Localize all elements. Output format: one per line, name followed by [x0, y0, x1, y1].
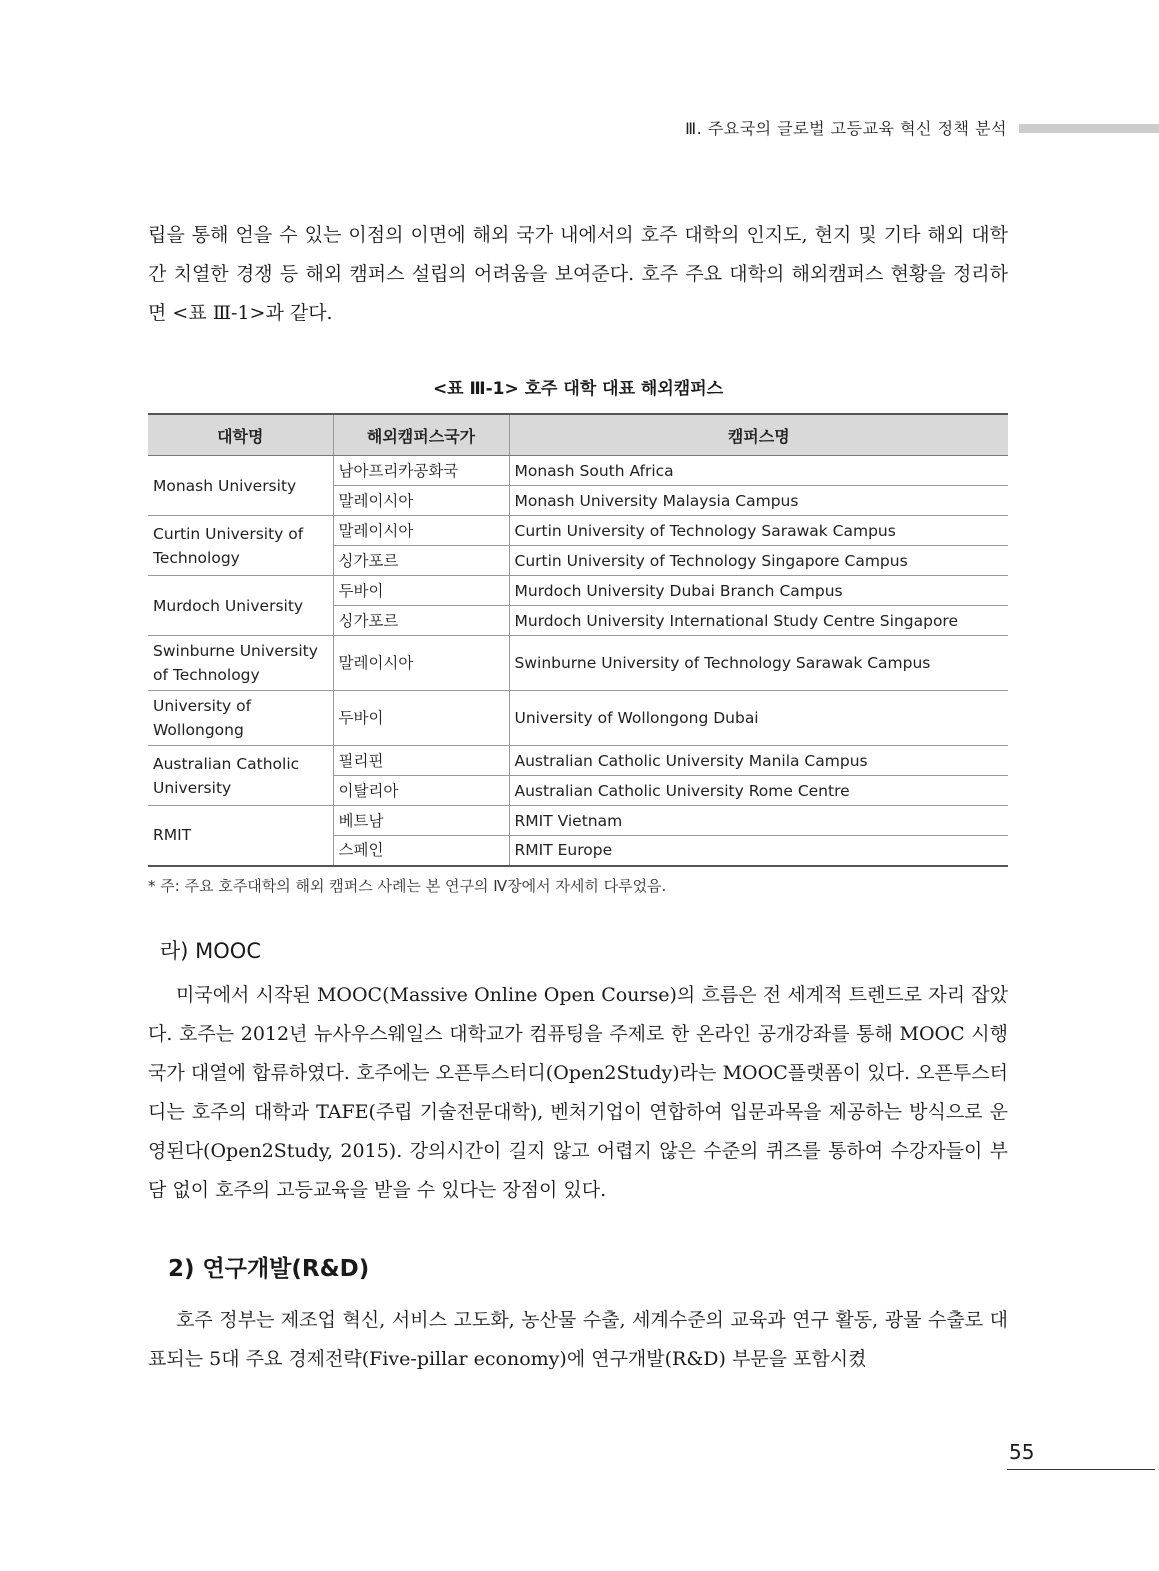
rnd-paragraph: 호주 정부는 제조업 혁신, 서비스 고도화, 농산물 수출, 세계수준의 교육과 연구 활동, 광물 수출로 대표되는 5대 주요 경제전략(Five-pillar economy)에 연구개발(R&D) 부문을 포함시켰 — [148, 1309, 1008, 1370]
country-cell: 스페인 — [333, 836, 509, 866]
campus-cell: Murdoch University International Study Centre Singapore — [509, 606, 1008, 636]
intro-section — [148, 216, 1008, 333]
university-cell: Murdoch University — [148, 576, 333, 636]
country-cell: 두바이 — [333, 691, 509, 746]
country-cell: 말레이시아 — [333, 516, 509, 546]
rnd-heading: 2) 연구개발(R&D) — [168, 1256, 370, 1282]
country-cell: 싱가포르 — [333, 546, 509, 576]
campus-table — [148, 413, 1008, 867]
header-campus: 캠퍼스명 — [509, 414, 1008, 456]
university-cell: Monash University — [148, 456, 333, 516]
university-cell: Swinburne University of Technology — [148, 636, 333, 691]
campus-cell: Murdoch University Dubai Branch Campus — [509, 576, 1008, 606]
table-row — [148, 576, 1008, 606]
mooc-heading: 라) MOOC — [160, 939, 261, 963]
university-cell: Australian Catholic University — [148, 746, 333, 806]
country-cell: 필리핀 — [333, 746, 509, 776]
campus-cell: RMIT Vietnam — [509, 806, 1008, 836]
campus-cell: Curtin University of Technology Sarawak Campus — [509, 516, 1008, 546]
header-bar-decoration — [1019, 124, 1159, 133]
header-university: 대학명 — [148, 414, 333, 456]
chapter-title: Ⅲ. 주요국의 글로벌 고등교육 혁신 정책 분석 — [685, 119, 1007, 138]
table-header-row — [148, 414, 1008, 456]
campus-cell: Australian Catholic University Manila Campus — [509, 746, 1008, 776]
campus-cell: Australian Catholic University Rome Centre — [509, 776, 1008, 806]
university-cell: Curtin University of Technology — [148, 516, 333, 576]
campus-cell: Monash South Africa — [509, 456, 1008, 486]
table-row — [148, 456, 1008, 486]
page-number-rule — [1007, 1469, 1155, 1470]
table-row — [148, 636, 1008, 691]
campus-cell: RMIT Europe — [509, 836, 1008, 866]
campus-cell: Curtin University of Technology Singapore Campus — [509, 546, 1008, 576]
country-cell: 말레이시아 — [333, 636, 509, 691]
header-country: 해외캠퍼스국가 — [333, 414, 509, 456]
country-cell: 베트남 — [333, 806, 509, 836]
campus-cell: University of Wollongong Dubai — [509, 691, 1008, 746]
country-cell: 이탈리아 — [333, 776, 509, 806]
table-row — [148, 516, 1008, 546]
country-cell: 말레이시아 — [333, 486, 509, 516]
rnd-section — [148, 1301, 1008, 1379]
campus-cell: Swinburne University of Technology Sarawak Campus — [509, 636, 1008, 691]
country-cell: 두바이 — [333, 576, 509, 606]
running-header — [0, 116, 1159, 138]
table-note: * 주: 주요 호주대학의 해외 캠퍼스 사례는 본 연구의 Ⅳ장에서 자세히 다루었음. — [148, 877, 667, 895]
intro-paragraph: 립을 통해 얻을 수 있는 이점의 이면에 해외 국가 내에서의 호주 대학의 인지도, 현지 및 기타 해외 대학간 치열한 경쟁 등 해외 캠퍼스 설립의 어려움을 보여준다. 호주 주요 대학의 해외캠퍼스 현황을 정리하면 <표 Ⅲ-1>과 같다. — [148, 224, 1008, 324]
university-cell: RMIT — [148, 806, 333, 866]
mooc-paragraph: 미국에서 시작된 MOOC(Massive Online Open Course)의 흐름은 전 세계적 트렌드로 자리 잡았다. 호주는 2012년 뉴사우스웨일스 대학교가 컴퓨팅을 주제로 한 온라인 공개강좌를 통해 MOOC 시행 국가 대열에 합류하였다. 호주에는 오픈투스터디(Open2Study)라는 MOOC플랫폼이 있다. 오픈투스터디는 호주의 대학과 TAFE(주립 기술전문대학), 벤처기업이 연합하여 입문과목을 제공하는 방식으로 운영된다(Open2Study, 2015). 강의시간이 길지 않고 어렵지 않은 수준의 퀴즈를 통하여 수강자들이 부담 없이 호주의 고등교육을 받을 수 있다는 장점이 있다. — [148, 984, 1008, 1201]
campus-cell: Monash University Malaysia Campus — [509, 486, 1008, 516]
table-row — [148, 746, 1008, 776]
university-cell: University of Wollongong — [148, 691, 333, 746]
table-row — [148, 691, 1008, 746]
table-title: <표 Ⅲ-1> 호주 대학 대표 해외캠퍼스 — [432, 379, 724, 399]
mooc-section — [148, 976, 1008, 1210]
country-cell: 남아프리카공화국 — [333, 456, 509, 486]
table-row — [148, 806, 1008, 836]
country-cell: 싱가포르 — [333, 606, 509, 636]
page-number: 55 — [1009, 1440, 1035, 1464]
